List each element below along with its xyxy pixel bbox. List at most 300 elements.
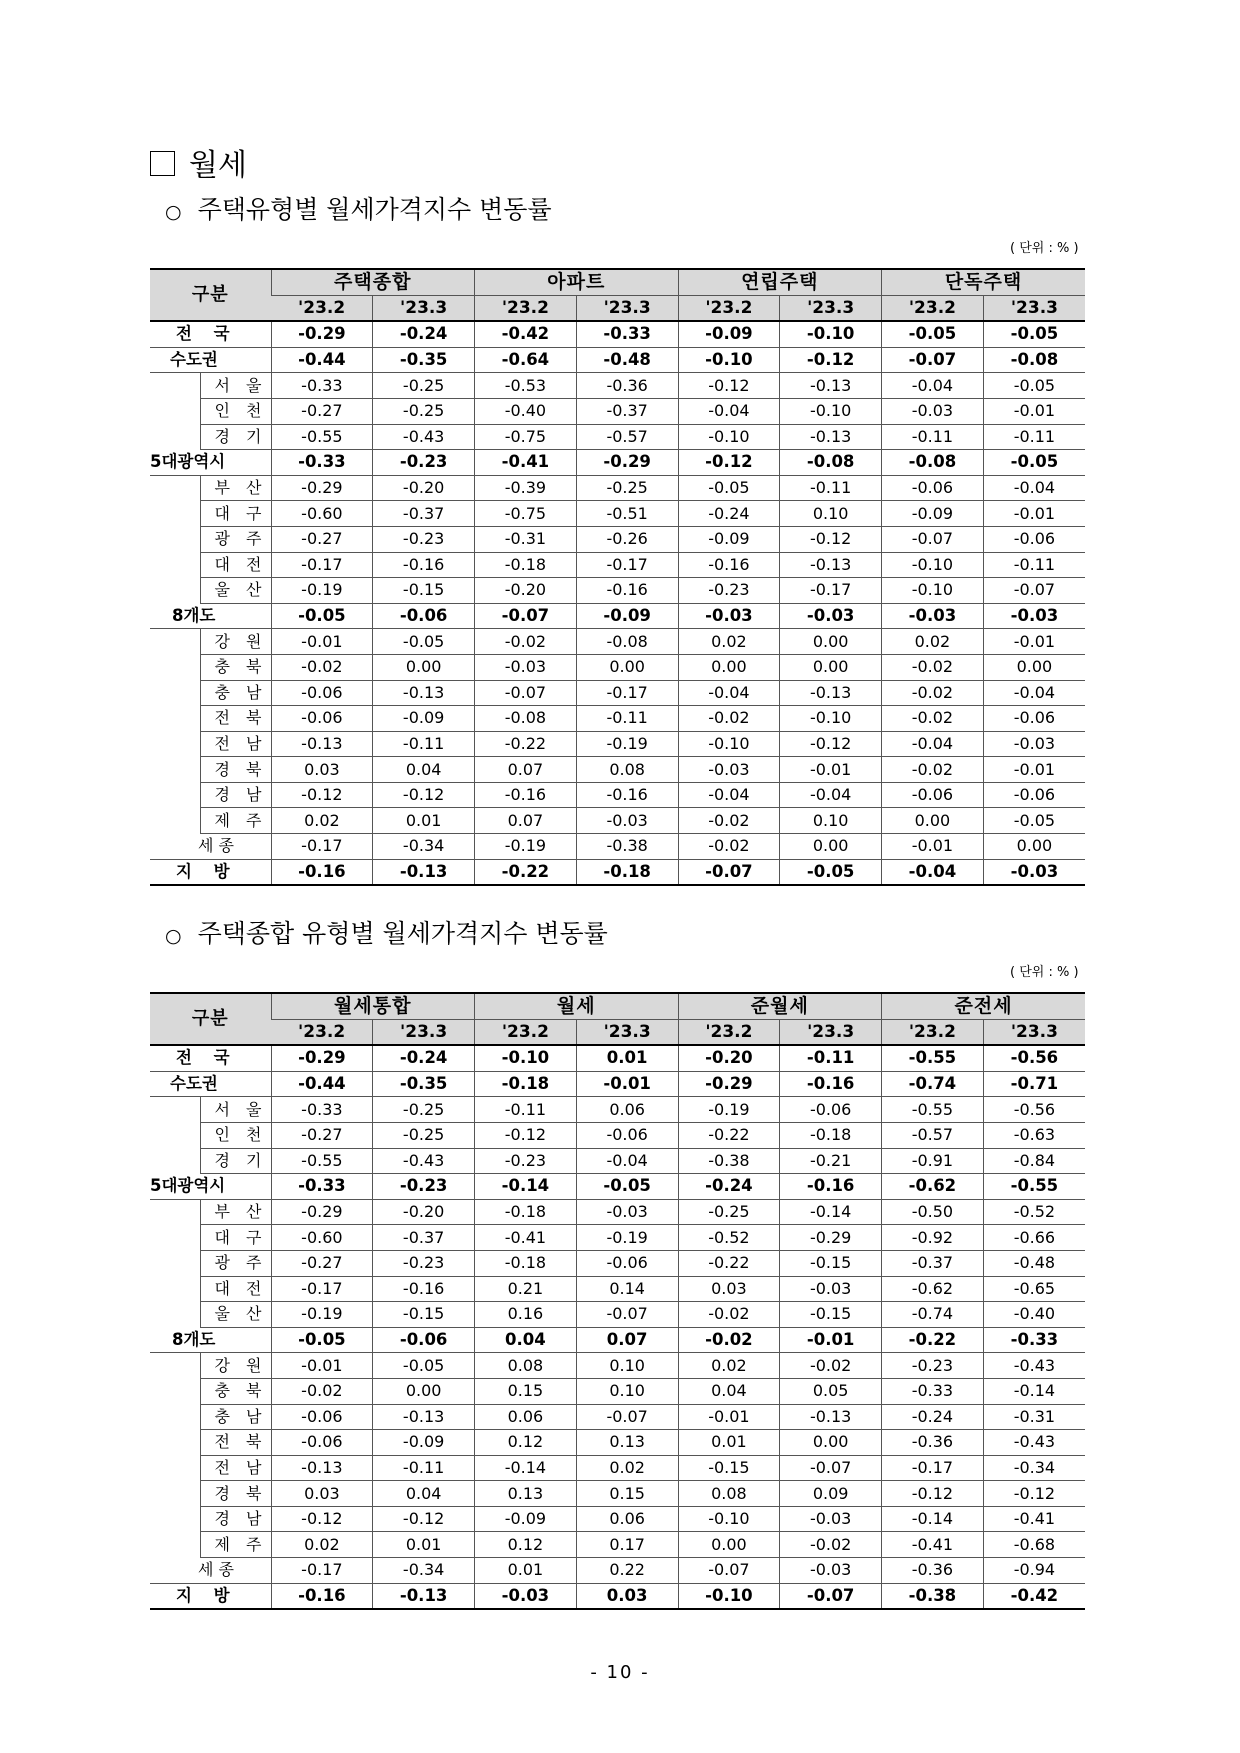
value-cell: -0.35 bbox=[373, 1071, 475, 1097]
value-cell: -0.18 bbox=[475, 1199, 577, 1225]
indent-spacer bbox=[150, 1148, 200, 1174]
value-cell: 0.00 bbox=[983, 654, 1085, 680]
row-label: 8개도 bbox=[150, 1327, 271, 1353]
row-label: 부산 bbox=[200, 1199, 271, 1225]
value-cell: -0.10 bbox=[475, 1045, 577, 1071]
value-cell: -0.02 bbox=[780, 1532, 882, 1558]
value-cell: -0.08 bbox=[882, 450, 984, 476]
value-cell: -0.19 bbox=[576, 731, 678, 757]
value-cell: -0.12 bbox=[780, 526, 882, 552]
value-cell: -0.16 bbox=[271, 1583, 373, 1609]
value-cell: -0.01 bbox=[983, 629, 1085, 655]
value-cell: -0.12 bbox=[475, 1122, 577, 1148]
value-cell: -0.25 bbox=[373, 398, 475, 424]
value-cell: -0.40 bbox=[475, 398, 577, 424]
value-cell: -0.07 bbox=[780, 1455, 882, 1481]
value-cell: -0.14 bbox=[983, 1378, 1085, 1404]
value-cell: -0.55 bbox=[271, 424, 373, 450]
value-cell: 0.15 bbox=[475, 1378, 577, 1404]
value-cell: -0.55 bbox=[983, 1174, 1085, 1200]
value-cell: -0.07 bbox=[983, 578, 1085, 604]
header-period: '23.2 bbox=[271, 295, 373, 321]
value-cell: 0.02 bbox=[576, 1455, 678, 1481]
header-group: 아파트 bbox=[475, 269, 679, 295]
table-row bbox=[150, 757, 1085, 783]
value-cell: -0.71 bbox=[983, 1071, 1085, 1097]
value-cell: -0.10 bbox=[780, 706, 882, 732]
value-cell: -0.07 bbox=[576, 1404, 678, 1430]
value-cell: -0.24 bbox=[678, 1174, 780, 1200]
header-period: '23.2 bbox=[678, 295, 780, 321]
header-group: 준전세 bbox=[882, 993, 1086, 1019]
table-row bbox=[150, 1378, 1085, 1404]
indent-spacer bbox=[150, 1532, 200, 1558]
table-row bbox=[150, 475, 1085, 501]
table-row bbox=[150, 321, 1085, 347]
value-cell: -0.33 bbox=[271, 373, 373, 399]
value-cell: -0.06 bbox=[271, 706, 373, 732]
indent-spacer bbox=[150, 654, 200, 680]
table-row bbox=[150, 1506, 1085, 1532]
table-row bbox=[150, 680, 1085, 706]
indent-spacer bbox=[150, 501, 200, 527]
value-cell: -0.24 bbox=[882, 1404, 984, 1430]
value-cell: -0.05 bbox=[983, 450, 1085, 476]
value-cell: -0.10 bbox=[882, 578, 984, 604]
value-cell: -0.53 bbox=[475, 373, 577, 399]
value-cell: -0.68 bbox=[983, 1532, 1085, 1558]
value-cell: -0.17 bbox=[882, 1455, 984, 1481]
row-label: 8개도 bbox=[150, 603, 271, 629]
value-cell: -0.10 bbox=[678, 731, 780, 757]
value-cell: -0.31 bbox=[475, 526, 577, 552]
indent-spacer bbox=[150, 1250, 200, 1276]
row-label: 서울 bbox=[200, 1097, 271, 1123]
value-cell: -0.25 bbox=[678, 1199, 780, 1225]
value-cell: -0.01 bbox=[983, 501, 1085, 527]
value-cell: -0.02 bbox=[882, 706, 984, 732]
value-cell: -0.12 bbox=[882, 1481, 984, 1507]
value-cell: -0.06 bbox=[271, 1404, 373, 1430]
value-cell: -0.48 bbox=[983, 1250, 1085, 1276]
page-number: - 10 - bbox=[590, 1662, 650, 1683]
value-cell: 0.16 bbox=[475, 1302, 577, 1328]
value-cell: 0.00 bbox=[780, 1430, 882, 1456]
table-row bbox=[150, 1327, 1085, 1353]
value-cell: -0.06 bbox=[983, 706, 1085, 732]
header-period: '23.3 bbox=[983, 1019, 1085, 1045]
value-cell: -0.17 bbox=[271, 834, 373, 860]
value-cell: -0.25 bbox=[373, 1122, 475, 1148]
value-cell: -0.33 bbox=[882, 1378, 984, 1404]
value-cell: -0.13 bbox=[271, 1455, 373, 1481]
value-cell: -0.13 bbox=[373, 680, 475, 706]
value-cell: -0.04 bbox=[882, 373, 984, 399]
value-cell: -0.12 bbox=[373, 1506, 475, 1532]
value-cell: -0.12 bbox=[983, 1481, 1085, 1507]
value-cell: -0.19 bbox=[678, 1097, 780, 1123]
row-label: 경기 bbox=[200, 424, 271, 450]
value-cell: -0.25 bbox=[576, 475, 678, 501]
value-cell: -0.29 bbox=[678, 1071, 780, 1097]
value-cell: -0.50 bbox=[882, 1199, 984, 1225]
row-label: 5대광역시 bbox=[150, 1174, 271, 1200]
table-row bbox=[150, 1558, 1085, 1584]
value-cell: -0.20 bbox=[373, 1199, 475, 1225]
row-label: 울산 bbox=[200, 1302, 271, 1328]
value-cell: -0.43 bbox=[373, 424, 475, 450]
value-cell: -0.02 bbox=[475, 629, 577, 655]
header-period: '23.3 bbox=[780, 295, 882, 321]
value-cell: -0.07 bbox=[475, 680, 577, 706]
value-cell: 0.03 bbox=[271, 1481, 373, 1507]
value-cell: -0.65 bbox=[983, 1276, 1085, 1302]
value-cell: -0.10 bbox=[780, 398, 882, 424]
row-label: 경남 bbox=[200, 1506, 271, 1532]
value-cell: 0.12 bbox=[475, 1532, 577, 1558]
row-label: 인천 bbox=[200, 398, 271, 424]
value-cell: -0.29 bbox=[271, 475, 373, 501]
value-cell: -0.23 bbox=[475, 1148, 577, 1174]
value-cell: 0.04 bbox=[475, 1327, 577, 1353]
value-cell: -0.06 bbox=[576, 1250, 678, 1276]
row-label: 대전 bbox=[200, 1276, 271, 1302]
value-cell: -0.05 bbox=[373, 1353, 475, 1379]
table-row bbox=[150, 782, 1085, 808]
value-cell: -0.38 bbox=[576, 834, 678, 860]
value-cell: -0.11 bbox=[475, 1097, 577, 1123]
value-cell: 0.08 bbox=[475, 1353, 577, 1379]
value-cell: -0.75 bbox=[475, 501, 577, 527]
value-cell: -0.11 bbox=[373, 731, 475, 757]
row-label: 지 방 bbox=[150, 1583, 271, 1609]
table-row bbox=[150, 1430, 1085, 1456]
value-cell: -0.27 bbox=[271, 1250, 373, 1276]
value-cell: -0.33 bbox=[271, 1174, 373, 1200]
value-cell: -0.33 bbox=[271, 1097, 373, 1123]
indent-spacer bbox=[150, 782, 200, 808]
value-cell: -0.01 bbox=[576, 1071, 678, 1097]
table-row bbox=[150, 424, 1085, 450]
header-period: '23.2 bbox=[678, 1019, 780, 1045]
table-row bbox=[150, 526, 1085, 552]
value-cell: 0.13 bbox=[576, 1430, 678, 1456]
value-cell: 0.02 bbox=[678, 629, 780, 655]
row-label: 인천 bbox=[200, 1122, 271, 1148]
value-cell: -0.23 bbox=[373, 1174, 475, 1200]
row-label: 전북 bbox=[200, 706, 271, 732]
header-period: '23.3 bbox=[373, 295, 475, 321]
value-cell: -0.56 bbox=[983, 1045, 1085, 1071]
checkbox-square-icon bbox=[150, 151, 175, 176]
indent-spacer bbox=[150, 475, 200, 501]
value-cell: -0.29 bbox=[576, 450, 678, 476]
value-cell: -0.01 bbox=[678, 1404, 780, 1430]
table-row bbox=[150, 501, 1085, 527]
header-period: '23.2 bbox=[882, 295, 984, 321]
table-row bbox=[150, 1583, 1085, 1609]
value-cell: -0.05 bbox=[983, 373, 1085, 399]
value-cell: 0.21 bbox=[475, 1276, 577, 1302]
value-cell: -0.44 bbox=[271, 1071, 373, 1097]
value-cell: -0.11 bbox=[780, 1045, 882, 1071]
value-cell: -0.16 bbox=[373, 1276, 475, 1302]
table-1 bbox=[150, 268, 1085, 886]
value-cell: -0.13 bbox=[373, 859, 475, 885]
value-cell: -0.17 bbox=[271, 1276, 373, 1302]
value-cell: -0.64 bbox=[475, 347, 577, 373]
value-cell: 0.07 bbox=[576, 1327, 678, 1353]
table-1-title: ○ 주택유형별 월세가격지수 변동률 bbox=[165, 195, 552, 224]
value-cell: -0.55 bbox=[271, 1148, 373, 1174]
value-cell: -0.41 bbox=[475, 1225, 577, 1251]
indent-spacer bbox=[150, 808, 200, 834]
value-cell: -0.37 bbox=[576, 398, 678, 424]
value-cell: -0.13 bbox=[271, 731, 373, 757]
value-cell: -0.15 bbox=[780, 1302, 882, 1328]
row-label: 부산 bbox=[200, 475, 271, 501]
header-period: '23.3 bbox=[373, 1019, 475, 1045]
value-cell: -0.04 bbox=[678, 782, 780, 808]
row-label: 경북 bbox=[200, 1481, 271, 1507]
value-cell: -0.52 bbox=[678, 1225, 780, 1251]
value-cell: -0.16 bbox=[475, 782, 577, 808]
value-cell: -0.05 bbox=[271, 1327, 373, 1353]
value-cell: -0.22 bbox=[475, 731, 577, 757]
value-cell: 0.01 bbox=[475, 1558, 577, 1584]
table-row bbox=[150, 1148, 1085, 1174]
value-cell: -0.11 bbox=[882, 424, 984, 450]
header-row-groups bbox=[150, 269, 1085, 295]
value-cell: -0.19 bbox=[271, 1302, 373, 1328]
table-row bbox=[150, 552, 1085, 578]
value-cell: -0.74 bbox=[882, 1071, 984, 1097]
value-cell: -0.01 bbox=[271, 1353, 373, 1379]
value-cell: -0.27 bbox=[271, 398, 373, 424]
indent-spacer bbox=[150, 1481, 200, 1507]
table-row bbox=[150, 1174, 1085, 1200]
value-cell: -0.13 bbox=[780, 373, 882, 399]
value-cell: -0.33 bbox=[576, 321, 678, 347]
value-cell: -0.03 bbox=[576, 1199, 678, 1225]
header-group: 단독주택 bbox=[882, 269, 1086, 295]
value-cell: 0.01 bbox=[678, 1430, 780, 1456]
value-cell: -0.33 bbox=[271, 450, 373, 476]
indent-spacer bbox=[150, 1199, 200, 1225]
row-label: 충북 bbox=[200, 1378, 271, 1404]
value-cell: -0.27 bbox=[271, 526, 373, 552]
table-row bbox=[150, 1071, 1085, 1097]
value-cell: -0.16 bbox=[271, 859, 373, 885]
value-cell: 0.00 bbox=[678, 654, 780, 680]
row-label: 서울 bbox=[200, 373, 271, 399]
value-cell: -0.16 bbox=[576, 578, 678, 604]
value-cell: -0.17 bbox=[271, 552, 373, 578]
value-cell: -0.13 bbox=[373, 1404, 475, 1430]
value-cell: -0.16 bbox=[780, 1174, 882, 1200]
value-cell: -0.04 bbox=[678, 680, 780, 706]
row-label: 울산 bbox=[200, 578, 271, 604]
value-cell: 0.02 bbox=[678, 1353, 780, 1379]
value-cell: -0.06 bbox=[373, 1327, 475, 1353]
value-cell: 0.00 bbox=[780, 834, 882, 860]
value-cell: -0.03 bbox=[983, 603, 1085, 629]
row-label: 충남 bbox=[200, 680, 271, 706]
value-cell: -0.14 bbox=[475, 1455, 577, 1481]
table-row bbox=[150, 1122, 1085, 1148]
indent-spacer bbox=[150, 1302, 200, 1328]
row-label: 대구 bbox=[200, 1225, 271, 1251]
indent-spacer bbox=[150, 1225, 200, 1251]
value-cell: -0.07 bbox=[780, 1583, 882, 1609]
value-cell: -0.05 bbox=[373, 629, 475, 655]
table-row bbox=[150, 1276, 1085, 1302]
value-cell: -0.07 bbox=[678, 859, 780, 885]
value-cell: -0.03 bbox=[678, 757, 780, 783]
value-cell: -0.13 bbox=[780, 1404, 882, 1430]
value-cell: 0.02 bbox=[271, 808, 373, 834]
value-cell: -0.03 bbox=[475, 654, 577, 680]
value-cell: -0.02 bbox=[678, 706, 780, 732]
value-cell: -0.57 bbox=[576, 424, 678, 450]
header-period: '23.2 bbox=[475, 1019, 577, 1045]
value-cell: 0.12 bbox=[475, 1430, 577, 1456]
value-cell: -0.25 bbox=[373, 373, 475, 399]
header-group: 월세 bbox=[475, 993, 679, 1019]
row-label: 전남 bbox=[200, 731, 271, 757]
table-row bbox=[150, 603, 1085, 629]
value-cell: -0.41 bbox=[475, 450, 577, 476]
header-group: 연립주택 bbox=[678, 269, 882, 295]
value-cell: -0.23 bbox=[373, 526, 475, 552]
value-cell: -0.03 bbox=[475, 1583, 577, 1609]
value-cell: 0.06 bbox=[576, 1097, 678, 1123]
value-cell: -0.22 bbox=[882, 1327, 984, 1353]
value-cell: -0.60 bbox=[271, 1225, 373, 1251]
row-label: 대전 bbox=[200, 552, 271, 578]
table-row bbox=[150, 398, 1085, 424]
circle-bullet-icon: ○ bbox=[165, 925, 182, 947]
header-period: '23.3 bbox=[780, 1019, 882, 1045]
value-cell: -0.39 bbox=[475, 475, 577, 501]
value-cell: 0.14 bbox=[576, 1276, 678, 1302]
value-cell: -0.20 bbox=[475, 578, 577, 604]
header-row-periods bbox=[150, 295, 1085, 321]
value-cell: -0.14 bbox=[882, 1506, 984, 1532]
value-cell: -0.12 bbox=[271, 1506, 373, 1532]
row-label: 제주 bbox=[200, 808, 271, 834]
row-label: 경기 bbox=[200, 1148, 271, 1174]
value-cell: -0.29 bbox=[780, 1225, 882, 1251]
row-label: 충북 bbox=[200, 654, 271, 680]
value-cell: 0.07 bbox=[475, 808, 577, 834]
value-cell: -0.44 bbox=[271, 347, 373, 373]
value-cell: -0.34 bbox=[983, 1455, 1085, 1481]
value-cell: -0.03 bbox=[983, 731, 1085, 757]
header-gubun: 구분 bbox=[150, 993, 271, 1045]
value-cell: -0.03 bbox=[576, 808, 678, 834]
value-cell: 0.02 bbox=[271, 1532, 373, 1558]
value-cell: -0.74 bbox=[882, 1302, 984, 1328]
value-cell: -0.09 bbox=[373, 1430, 475, 1456]
value-cell: 0.10 bbox=[780, 501, 882, 527]
value-cell: -0.18 bbox=[475, 1250, 577, 1276]
value-cell: -0.02 bbox=[678, 1302, 780, 1328]
indent-spacer bbox=[150, 526, 200, 552]
value-cell: 0.22 bbox=[576, 1558, 678, 1584]
row-label: 강원 bbox=[200, 629, 271, 655]
table-row bbox=[150, 578, 1085, 604]
value-cell: 0.05 bbox=[780, 1378, 882, 1404]
header-period: '23.3 bbox=[983, 295, 1085, 321]
value-cell: 0.06 bbox=[475, 1404, 577, 1430]
value-cell: -0.05 bbox=[780, 859, 882, 885]
value-cell: -0.09 bbox=[576, 603, 678, 629]
value-cell: -0.11 bbox=[780, 475, 882, 501]
value-cell: -0.07 bbox=[882, 526, 984, 552]
value-cell: -0.62 bbox=[882, 1174, 984, 1200]
value-cell: 0.09 bbox=[780, 1481, 882, 1507]
value-cell: -0.02 bbox=[678, 1327, 780, 1353]
value-cell: 0.00 bbox=[780, 654, 882, 680]
row-label: 전 국 bbox=[150, 1045, 271, 1071]
value-cell: -0.37 bbox=[882, 1250, 984, 1276]
table-row bbox=[150, 1455, 1085, 1481]
row-label: 5대광역시 bbox=[150, 450, 271, 476]
value-cell: 0.07 bbox=[475, 757, 577, 783]
row-label: 광주 bbox=[200, 526, 271, 552]
table-row bbox=[150, 1302, 1085, 1328]
table-2-unit: ( 단위 : % ) bbox=[1010, 965, 1079, 980]
value-cell: 0.08 bbox=[576, 757, 678, 783]
value-cell: 0.00 bbox=[678, 1532, 780, 1558]
value-cell: -0.03 bbox=[983, 859, 1085, 885]
table-row bbox=[150, 654, 1085, 680]
value-cell: -0.29 bbox=[271, 1045, 373, 1071]
value-cell: -0.18 bbox=[780, 1122, 882, 1148]
value-cell: -0.11 bbox=[373, 1455, 475, 1481]
value-cell: -0.27 bbox=[271, 1122, 373, 1148]
value-cell: -0.12 bbox=[678, 450, 780, 476]
value-cell: -0.03 bbox=[780, 1276, 882, 1302]
value-cell: -0.42 bbox=[983, 1583, 1085, 1609]
indent-spacer bbox=[150, 578, 200, 604]
value-cell: -0.63 bbox=[983, 1122, 1085, 1148]
table-row bbox=[150, 373, 1085, 399]
value-cell: -0.20 bbox=[373, 475, 475, 501]
value-cell: -0.06 bbox=[983, 526, 1085, 552]
value-cell: 0.01 bbox=[576, 1045, 678, 1071]
value-cell: -0.75 bbox=[475, 424, 577, 450]
row-label: 강원 bbox=[200, 1353, 271, 1379]
value-cell: 0.10 bbox=[780, 808, 882, 834]
value-cell: 0.13 bbox=[475, 1481, 577, 1507]
value-cell: -0.09 bbox=[678, 321, 780, 347]
value-cell: -0.55 bbox=[882, 1045, 984, 1071]
value-cell: -0.07 bbox=[576, 1302, 678, 1328]
value-cell: 0.04 bbox=[373, 1481, 475, 1507]
value-cell: 0.01 bbox=[373, 808, 475, 834]
value-cell: -0.04 bbox=[780, 782, 882, 808]
table-row bbox=[150, 450, 1085, 476]
header-group: 준월세 bbox=[678, 993, 882, 1019]
header-row-groups bbox=[150, 993, 1085, 1019]
value-cell: -0.34 bbox=[373, 834, 475, 860]
value-cell: -0.14 bbox=[475, 1174, 577, 1200]
value-cell: -0.03 bbox=[780, 1558, 882, 1584]
value-cell: -0.05 bbox=[678, 475, 780, 501]
row-label: 제주 bbox=[200, 1532, 271, 1558]
